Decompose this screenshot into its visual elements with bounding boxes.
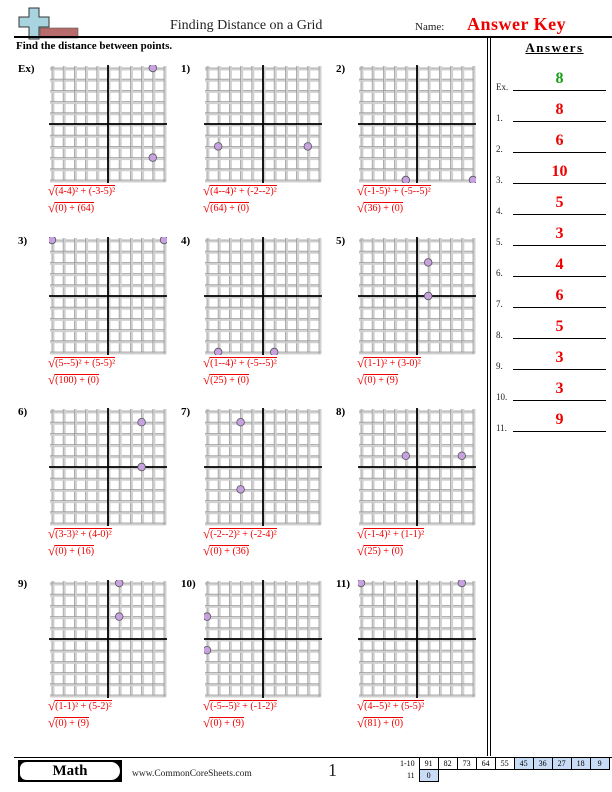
distance-formula: [48, 526, 112, 542]
sqrt-icon: √: [48, 183, 56, 198]
coordinate-grid: [49, 580, 167, 698]
answer-value[interactable]: 8: [555, 101, 564, 118]
answer-line: [513, 369, 606, 370]
formula-expression: (100) + (0): [55, 375, 100, 386]
problem-label: 8): [336, 406, 346, 418]
problem-label: Ex): [18, 63, 35, 75]
answer-line: [513, 90, 606, 91]
formula-expression: (0) + (9): [55, 718, 90, 729]
score-cell: 9: [590, 758, 609, 770]
distance-formula: [48, 183, 115, 199]
answer-row: [496, 165, 606, 185]
instructions: Find the distance between points.: [16, 40, 173, 52]
coordinate-grid: [204, 237, 322, 355]
sqrt-icon: √: [357, 526, 365, 541]
worksheet-title: Finding Distance on a Grid: [170, 18, 323, 33]
score-table: [397, 757, 610, 782]
distance-formula: [203, 355, 277, 371]
sqrt-icon: √: [203, 526, 211, 541]
answer-line: [513, 214, 606, 215]
distance-formula-simplified: [357, 372, 398, 388]
plotted-point: [270, 348, 278, 355]
answer-value[interactable]: 3: [555, 349, 564, 366]
website-link[interactable]: www.CommonCoreSheets.com: [132, 769, 252, 779]
answer-row: [496, 258, 606, 278]
distance-formula-simplified: [357, 543, 403, 559]
formula-expression: (-5--5)² + (-1-2)²: [210, 701, 277, 712]
plotted-point: [214, 143, 222, 151]
distance-formula: [357, 526, 424, 542]
sqrt-icon: √: [203, 200, 211, 215]
formula-expression: (0) + (9): [210, 718, 245, 729]
plotted-point: [469, 176, 476, 183]
distance-formula-simplified: [203, 372, 249, 388]
distance-formula: [203, 698, 277, 714]
answer-value[interactable]: 10: [551, 163, 568, 180]
answer-row: [496, 103, 606, 123]
plotted-point: [115, 580, 123, 587]
answer-value[interactable]: 3: [555, 380, 564, 397]
score-cell: 73: [457, 758, 476, 770]
answer-value[interactable]: 4: [555, 256, 564, 273]
answer-row: [496, 351, 606, 371]
answers-title: Answers: [525, 40, 584, 55]
distance-formula: [357, 355, 421, 371]
sqrt-icon: √: [203, 372, 211, 387]
sqrt-icon: √: [357, 543, 365, 558]
plotted-point: [149, 65, 157, 72]
sqrt-icon: √: [203, 543, 211, 558]
problem-label: 3): [18, 235, 28, 247]
answer-value[interactable]: 5: [555, 194, 564, 211]
answer-number: 3.: [496, 175, 503, 185]
sqrt-icon: √: [48, 543, 56, 558]
plotted-point: [424, 292, 432, 300]
answer-line: [513, 245, 606, 246]
plotted-point: [458, 452, 466, 460]
score-cell: 0: [419, 770, 438, 782]
sqrt-icon: √: [357, 355, 365, 370]
answer-number: Ex.: [496, 82, 509, 92]
problem-label: 1): [181, 63, 191, 75]
answer-row: [496, 320, 606, 340]
distance-formula: [48, 355, 115, 371]
problem-label: 7): [181, 406, 191, 418]
coordinate-grid: [358, 65, 476, 183]
answer-line: [513, 276, 606, 277]
answer-row: [496, 134, 606, 154]
formula-expression: (25) + (0): [210, 375, 250, 386]
sqrt-icon: √: [357, 372, 365, 387]
formula-expression: (25) + (0): [364, 546, 404, 557]
answer-number: 10.: [496, 392, 508, 402]
distance-formula: [48, 698, 112, 714]
sqrt-icon: √: [48, 715, 56, 730]
formula-expression: (4-4)² + (-3-5)²: [55, 186, 116, 197]
answer-number: 9.: [496, 361, 503, 371]
answer-line: [513, 152, 606, 153]
formula-expression: (4--5)² + (5-5)²: [364, 701, 425, 712]
problem-label: 6): [18, 406, 28, 418]
coordinate-grid: [49, 65, 167, 183]
answer-row: [496, 196, 606, 216]
plotted-point: [115, 613, 123, 621]
score-cell: 45: [514, 758, 533, 770]
formula-expression: (0) + (16): [55, 546, 95, 557]
problem-label: 5): [336, 235, 346, 247]
name-value: Answer Key: [467, 14, 567, 34]
score-cell: 55: [495, 758, 514, 770]
score-cell: 91: [419, 758, 438, 770]
answer-number: 6.: [496, 268, 503, 278]
plus-logo-icon: [18, 6, 82, 40]
sqrt-icon: √: [203, 715, 211, 730]
subject-badge: [18, 760, 122, 782]
distance-formula-simplified: [48, 200, 94, 216]
distance-formula: [357, 183, 431, 199]
distance-formula: [357, 698, 424, 714]
plotted-point: [138, 463, 146, 471]
score-row-label: 11: [406, 771, 415, 780]
plotted-point: [402, 452, 410, 460]
plotted-point: [214, 348, 222, 355]
problem-label: 2): [336, 63, 346, 75]
answer-row: [496, 227, 606, 247]
sqrt-icon: √: [48, 526, 56, 541]
answer-line: [513, 121, 606, 122]
score-cell: 18: [571, 758, 590, 770]
sqrt-icon: √: [203, 355, 211, 370]
sqrt-icon: √: [357, 200, 365, 215]
answer-value[interactable]: 3: [555, 225, 564, 242]
distance-formula-simplified: [203, 543, 249, 559]
header-rule: [14, 36, 612, 38]
distance-formula: [203, 183, 277, 199]
problem-label: 9): [18, 578, 28, 590]
plotted-point: [458, 580, 466, 587]
distance-formula-simplified: [357, 715, 403, 731]
sqrt-icon: √: [357, 183, 365, 198]
answer-number: 4.: [496, 206, 503, 216]
distance-formula-simplified: [48, 543, 94, 559]
answer-row: [496, 413, 606, 433]
plotted-point: [358, 580, 365, 587]
plotted-point: [160, 237, 167, 244]
coordinate-grid: [49, 237, 167, 355]
problem-label: 4): [181, 235, 191, 247]
coordinate-grid: [204, 65, 322, 183]
distance-formula: [203, 526, 277, 542]
formula-expression: (3-3)² + (4-0)²: [55, 529, 112, 540]
formula-expression: (-1-4)² + (1-1)²: [364, 529, 425, 540]
plotted-point: [49, 237, 56, 244]
sqrt-icon: √: [203, 698, 211, 713]
distance-formula-simplified: [48, 372, 99, 388]
sqrt-icon: √: [48, 200, 56, 215]
coordinate-grid: [204, 580, 322, 698]
formula-expression: (1-1)² + (3-0)²: [364, 358, 421, 369]
distance-formula-simplified: [203, 715, 244, 731]
coordinate-grid: [358, 580, 476, 698]
sqrt-icon: √: [357, 715, 365, 730]
answer-value[interactable]: 9: [555, 411, 564, 428]
answer-line: [513, 183, 606, 184]
answer-line: [513, 338, 606, 339]
answer-line: [513, 431, 606, 432]
answer-value[interactable]: 6: [555, 132, 564, 149]
score-row-label: 1-10: [400, 759, 415, 768]
formula-expression: (0) + (64): [55, 203, 95, 214]
coordinate-grid: [358, 408, 476, 526]
sqrt-icon: √: [48, 355, 56, 370]
answer-number: 8.: [496, 330, 503, 340]
page-number: 1: [328, 760, 337, 780]
formula-expression: (-1-5)² + (-5--5)²: [364, 186, 431, 197]
plotted-point: [204, 646, 211, 654]
answer-row: [496, 382, 606, 402]
formula-expression: (1--4)² + (-5--5)²: [210, 358, 277, 369]
coordinate-grid: [204, 408, 322, 526]
formula-expression: (0) + (9): [364, 375, 399, 386]
sqrt-icon: √: [357, 698, 365, 713]
problem-label: 10): [181, 578, 196, 590]
plotted-point: [424, 259, 432, 267]
formula-expression: (4--4)² + (-2--2)²: [210, 186, 277, 197]
score-cell: 64: [476, 758, 495, 770]
score-cell: 27: [552, 758, 571, 770]
answer-value[interactable]: 8: [555, 70, 564, 87]
plotted-point: [237, 418, 245, 426]
distance-formula-simplified: [203, 200, 249, 216]
plotted-point: [149, 154, 157, 162]
score-cell: 82: [438, 758, 457, 770]
answer-number: 7.: [496, 299, 503, 309]
plotted-point: [402, 176, 410, 183]
answer-row: [496, 289, 606, 309]
answer-number: 5.: [496, 237, 503, 247]
sqrt-icon: √: [203, 183, 211, 198]
answer-row: [496, 72, 606, 92]
coordinate-grid: [358, 237, 476, 355]
answer-line: [513, 400, 606, 401]
problem-label: 11): [336, 578, 351, 590]
answer-value[interactable]: 5: [555, 318, 564, 335]
plotted-point: [204, 613, 211, 621]
formula-expression: (36) + (0): [364, 203, 404, 214]
score-cell: 36: [533, 758, 552, 770]
column-divider: [487, 38, 491, 756]
formula-expression: (-2--2)² + (-2-4)²: [210, 529, 277, 540]
answer-number: 11.: [496, 423, 507, 433]
answer-value[interactable]: 6: [555, 287, 564, 304]
answer-number: 1.: [496, 113, 503, 123]
formula-expression: (1-1)² + (5-2)²: [55, 701, 112, 712]
answer-number: 2.: [496, 144, 503, 154]
formula-expression: (5--5)² + (5-5)²: [55, 358, 116, 369]
score-row: [397, 758, 609, 770]
answer-line: [513, 307, 606, 308]
subject-label: Math: [20, 762, 120, 780]
formula-expression: (64) + (0): [210, 203, 250, 214]
score-row: [397, 770, 609, 782]
plotted-point: [138, 418, 146, 426]
plotted-point: [237, 486, 245, 494]
formula-expression: (81) + (0): [364, 718, 404, 729]
formula-expression: (0) + (36): [210, 546, 250, 557]
name-label: Name:: [415, 21, 445, 33]
sqrt-icon: √: [48, 372, 56, 387]
distance-formula-simplified: [357, 200, 403, 216]
sqrt-icon: √: [48, 698, 56, 713]
coordinate-grid: [49, 408, 167, 526]
plotted-point: [304, 143, 312, 151]
distance-formula-simplified: [48, 715, 89, 731]
